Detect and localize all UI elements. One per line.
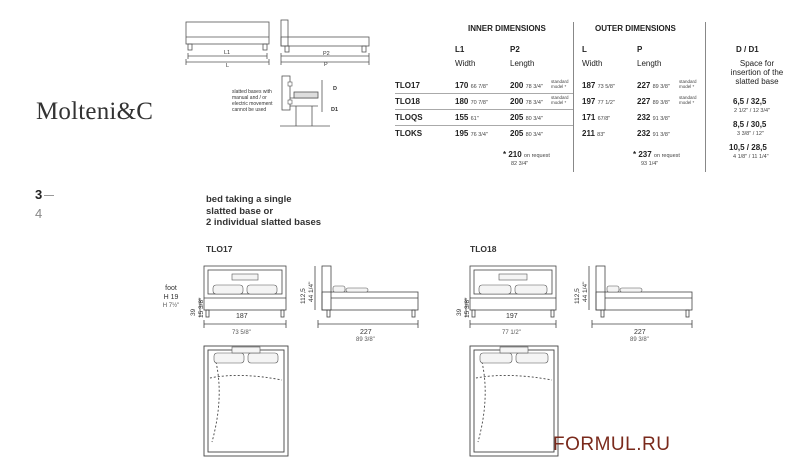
col-p2-sub: Length — [510, 59, 535, 68]
dd1-value-inches: 2 1/2" / 12 3/4" — [734, 108, 771, 114]
row-divider — [395, 109, 573, 110]
p2-label: P2 — [323, 51, 330, 57]
p-label: P — [324, 62, 328, 68]
slatted-note-line: manual and / or — [232, 95, 267, 101]
standard-model-note: standard model * — [679, 79, 697, 89]
tlo18-head-height-inches: 44 1/4" — [582, 281, 589, 302]
row-code: TLOKS — [395, 129, 423, 138]
slatted-note-line: slatted bases with — [232, 89, 272, 95]
standard-model-note: standard model * — [551, 79, 569, 89]
cell-p: 232 91 3/8" — [637, 113, 670, 122]
dd1-value: 6,5 / 32,5 — [733, 97, 767, 106]
col-l-sub: Width — [582, 59, 603, 68]
cell-l: 187 73 5/8" — [582, 81, 615, 90]
table-divider — [705, 22, 706, 172]
col-l: L — [582, 45, 587, 54]
dd1-desc-line: slatted base — [735, 77, 779, 86]
dd1-value-inches: 3 3/8" / 12" — [737, 131, 764, 137]
col-p2: P2 — [510, 45, 520, 54]
foot-height-label: foot H 19 H 7½" — [162, 285, 180, 309]
tlo17-length-inches: 89 3/8" — [356, 337, 375, 343]
cell-p2: 205 80 3/4" — [510, 129, 543, 138]
cell-p2: 200 78 3/4" — [510, 97, 543, 106]
page-number-current[interactable]: 3 — [35, 187, 43, 202]
dd1-header: D / D1 — [736, 45, 759, 54]
l-label: L — [226, 63, 230, 69]
standard-model-note: standard model * — [679, 95, 697, 105]
tlo17-side-height-inches: 15 3/8" — [198, 297, 205, 318]
dd1-description — [722, 59, 792, 86]
tlo17-title: TLO17 — [206, 244, 233, 254]
slatted-bases-note — [232, 89, 288, 113]
tlo17-head-height-inches: 44 1/4" — [308, 281, 315, 302]
dd1-desc-line: Space for — [739, 59, 775, 68]
row-divider — [395, 125, 573, 126]
cell-p2: 200 78 3/4" — [510, 81, 543, 90]
tlo18-length: 227 — [634, 329, 646, 336]
col-l1-sub: Width — [455, 59, 476, 68]
cell-l: 211 83" — [582, 129, 606, 138]
cell-l: 197 77 1/2" — [582, 97, 615, 106]
tlo18-head-height: 112,5 — [574, 288, 581, 304]
cell-l1: 180 70 7/8" — [455, 97, 488, 106]
cell-p2: 205 80 3/4" — [510, 113, 543, 122]
inner-on-request-inches: 82 3/4" — [511, 161, 529, 167]
bed-note-line: slatted base or — [206, 205, 274, 217]
dd1-value: 8,5 / 30,5 — [733, 120, 767, 129]
inner-dimensions-header: INNER DIMENSIONS — [468, 24, 546, 33]
tlo17-width: 187 — [236, 313, 248, 320]
cell-l: 171 67/8" — [582, 113, 611, 122]
tlo18-side-height-inches: 15 3/8" — [464, 297, 471, 318]
tlo18-side-height: 39 — [456, 308, 463, 316]
cell-p: 227 89 3/8" — [637, 97, 670, 106]
outer-on-request-inches: 93 1/4" — [641, 161, 659, 167]
bed-note-line: bed taking a single — [206, 194, 292, 205]
row-code: TLO18 — [395, 97, 420, 106]
row-divider — [395, 93, 573, 94]
tlo17-length: 227 — [360, 329, 372, 336]
outer-on-request: * 237 on request — [633, 150, 680, 159]
row-code: TLOQS — [395, 113, 423, 122]
cell-l1: 170 66 7/8" — [455, 81, 488, 90]
tlo17-width-inches: 73 5/8" — [232, 330, 251, 336]
col-l1: L1 — [455, 45, 465, 54]
row-code: TLO17 — [395, 81, 420, 90]
tlo17-head-height: 112,5 — [300, 288, 307, 304]
cell-p: 227 89 3/8" — [637, 81, 670, 90]
bed-slatted-base-note — [206, 194, 321, 229]
col-p-sub: Length — [637, 59, 662, 68]
slatted-note-line: cannot be used — [232, 107, 267, 113]
d-label: D — [333, 86, 337, 92]
page-indicator-line — [44, 195, 54, 196]
watermark: FORMUL.RU — [553, 434, 671, 455]
standard-model-note: standard model * — [551, 95, 569, 105]
page-number-next[interactable]: 4 — [35, 206, 43, 221]
l1-label: L1 — [224, 50, 231, 56]
bed-note-line: 2 individual slatted bases — [206, 217, 322, 228]
brand-logo: Molteni&C — [36, 98, 154, 125]
cell-p: 232 91 3/8" — [637, 129, 670, 138]
dd1-value-inches: 4 1/8" / 11 1/4" — [733, 154, 769, 160]
col-p: P — [637, 45, 643, 54]
dd1-value: 10,5 / 28,5 — [729, 143, 767, 152]
cell-l1: 155 61" — [455, 113, 479, 122]
d1-label: D1 — [331, 107, 339, 113]
cell-l1: 195 76 3/4" — [455, 129, 488, 138]
inner-on-request: * 210 on request — [503, 150, 550, 159]
table-divider — [573, 22, 574, 172]
tlo18-width-inches: 77 1/2" — [502, 330, 521, 336]
tlo18-title: TLO18 — [470, 244, 497, 254]
tlo17-side-height: 39 — [190, 308, 197, 316]
dimensions-table — [395, 0, 800, 180]
slatted-note-line: electric movement — [232, 101, 273, 107]
outer-dimensions-header: OUTER DIMENSIONS — [595, 24, 676, 33]
tlo18-width: 197 — [506, 313, 518, 320]
tlo18-length-inches: 89 3/8" — [630, 337, 649, 343]
dd1-desc-line: insertion of the — [730, 68, 784, 77]
